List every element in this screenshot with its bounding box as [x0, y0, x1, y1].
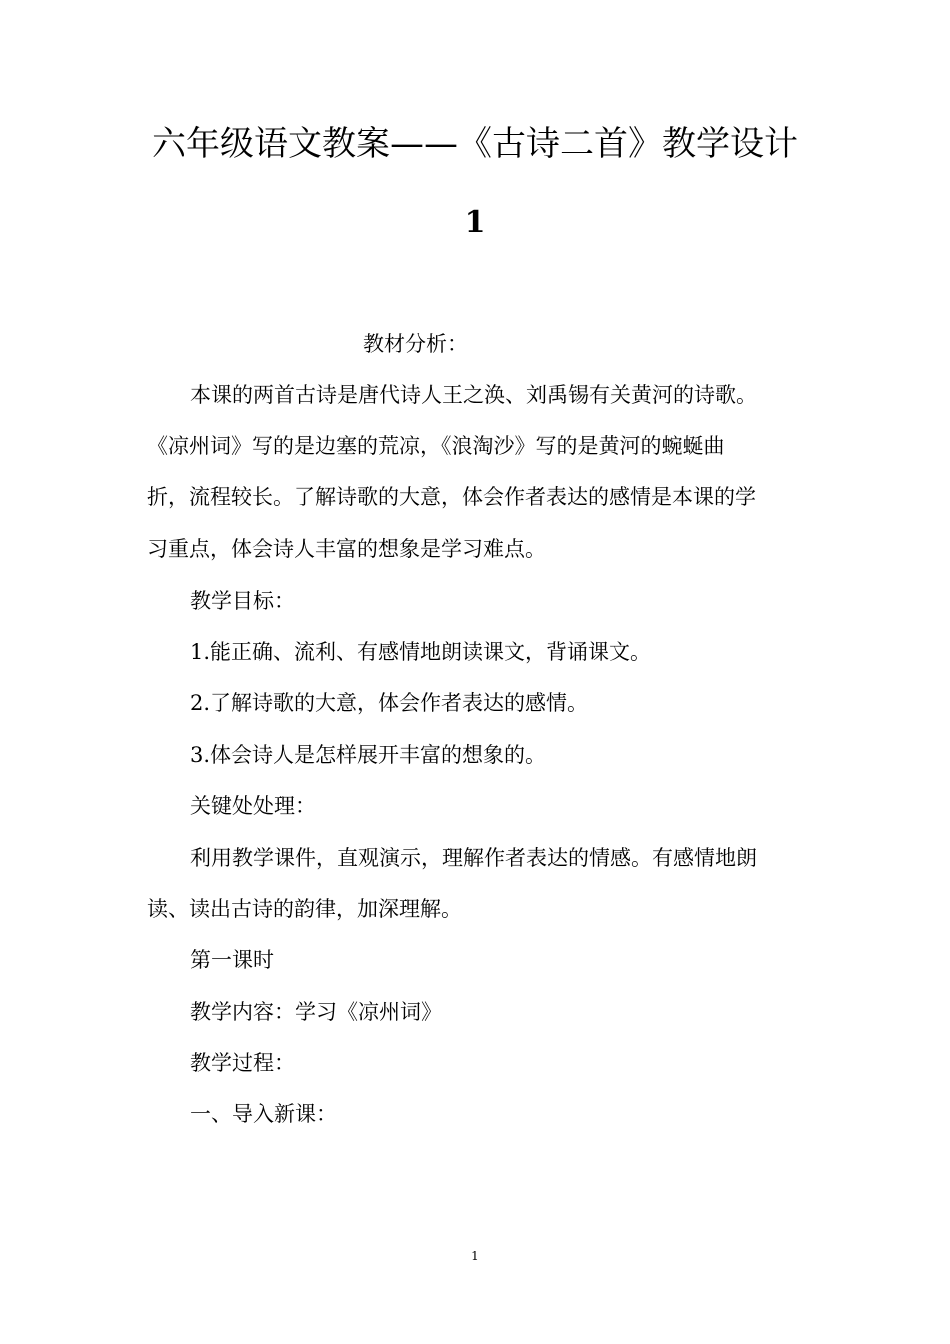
goal-text: 能正确、流利、有感情地朗读课文，背诵课文。 — [210, 640, 652, 664]
lesson-content: 教学内容：学习《凉州词》 — [190, 1000, 442, 1024]
step1-heading: 一、导入新课： — [190, 1102, 337, 1126]
document-title: 六年级语文教案——《古诗二首》教学设计 — [152, 124, 798, 164]
goal-number: 3. — [190, 743, 211, 767]
lesson-period: 第一课时 — [190, 948, 274, 972]
section-heading-material-analysis: 教材分析： — [363, 332, 468, 356]
paragraph-line: 《凉州词》写的是边塞的荒凉，《浪淘沙》写的是黄河的蜿蜒曲 — [147, 434, 725, 458]
page-number: 1 — [471, 1249, 479, 1263]
goal-number: 2. — [190, 691, 211, 715]
goal-text: 了解诗歌的大意，体会作者表达的感情。 — [210, 691, 589, 715]
paragraph-line: 本课的两首古诗是唐代诗人王之涣、刘禹锡有关黄河的诗歌。 — [190, 383, 757, 407]
goals-heading: 教学目标： — [190, 589, 295, 613]
paragraph-line: 读、读出古诗的韵律，加深理解。 — [147, 897, 462, 921]
document-title-number: 1 — [464, 205, 486, 240]
goal-number: 1. — [190, 640, 211, 664]
key-heading: 关键处处理： — [190, 794, 316, 818]
goal-text: 体会诗人是怎样展开丰富的想象的。 — [210, 743, 547, 767]
paragraph-line: 利用教学课件，直观演示，理解作者表达的情感。有感情地朗 — [190, 846, 757, 870]
process-heading: 教学过程： — [190, 1051, 295, 1075]
paragraph-line: 习重点，体会诗人丰富的想象是学习难点。 — [147, 537, 546, 561]
paragraph-line: 折，流程较长。了解诗歌的大意，体会作者表达的感情是本课的学 — [147, 485, 756, 509]
goal-item — [190, 638, 651, 666]
goal-item — [190, 689, 588, 717]
goal-item — [190, 741, 546, 769]
